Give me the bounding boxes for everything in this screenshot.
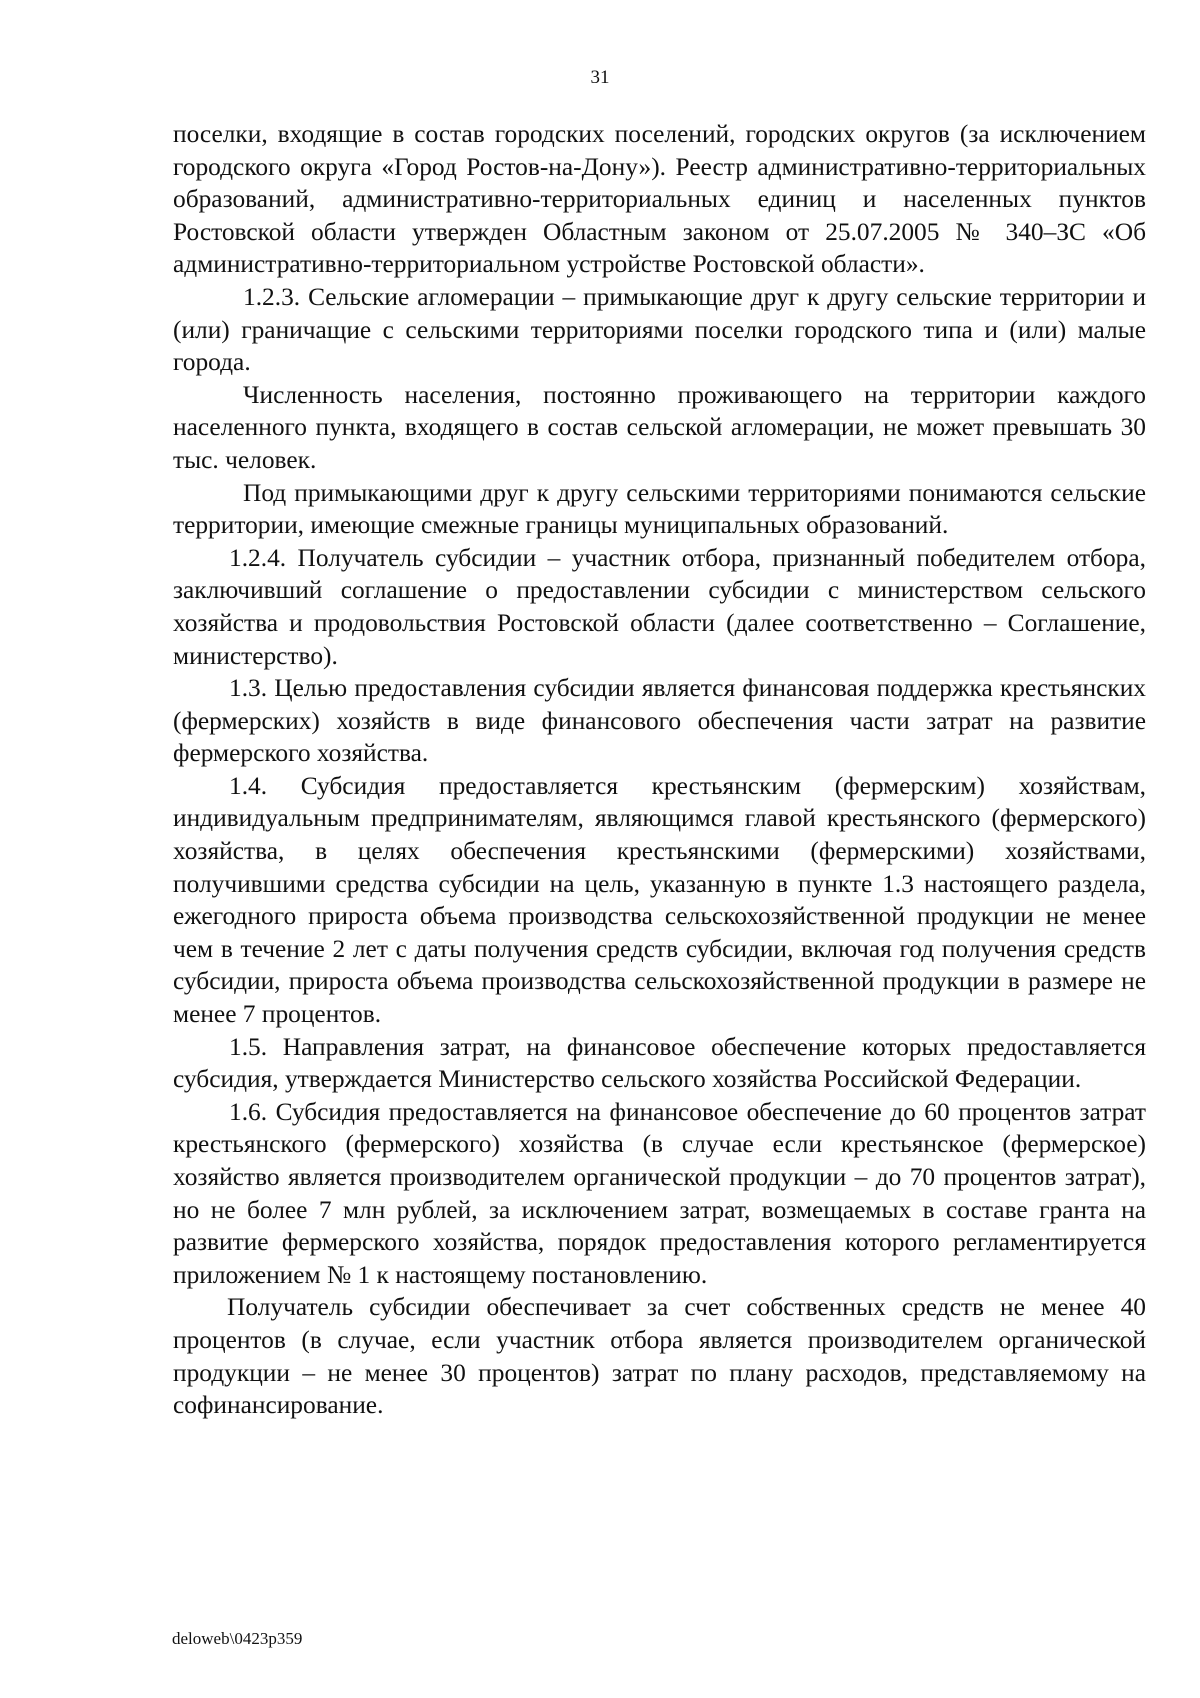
- footer-document-code: deloweb\0423p359: [172, 1629, 303, 1648]
- paragraph-adjacent-territories: Под примыкающими друг к другу сельскими территориями понимаются сельские территории, имеющие смежные границы муниципальных образований.: [173, 478, 1146, 540]
- page-number: 31: [590, 67, 610, 88]
- document-body: [173, 118, 1146, 1422]
- paragraph-1-5-cost-directions: 1.5. Направления затрат, на финансовое обеспечение которых предоставляется субсидия, утверждается Министерство сельского хозяйства Российской Федерации.: [173, 1032, 1146, 1094]
- paragraph-settlements-registry: поселки, входящие в состав городских поселений, городских округов (за исключением городского округа «Город Ростов-на-Дону»). Реестр административно-территориальных образований, административно-территориальных единиц и населенных пунктов Ростовской области утвержден Областным законом от 25.07.2005 № 340–ЗС «Об административно-территориальном устройстве Ростовской области».: [173, 120, 1146, 279]
- paragraph-population-limit: Численность населения, постоянно проживающего на территории каждого населенного пункта, входящего в состав сельской агломерации, не может превышать 30 тыс. человек.: [173, 380, 1146, 474]
- paragraph-1-4-subsidy-provision: 1.4. Субсидия предоставляется крестьянским (фермерским) хозяйствам, индивидуальным предпринимателям, являющимся главой крестьянского (фермерского) хозяйства, в целях обеспечения крестьянскими (фермерскими) хозяйствами, получившими средства субсидии на цель, указанную в пункте 1.3 настоящего раздела, ежегодного прироста объема производства сельскохозяйственной продукции не менее чем в течение 2 лет с даты получения средств субсидии, включая год получения средств субсидии, прироста объема производства сельскохозяйственной продукции в размере не менее 7 процентов.: [173, 771, 1146, 1029]
- paragraph-1-2-4-subsidy-recipient: 1.2.4. Получатель субсидии – участник отбора, признанный победителем отбора, заключивший соглашение о предоставлении субсидии с министерством сельского хозяйства и продовольствия Ростовской области (далее соответственно – Соглашение, министерство).: [173, 543, 1146, 670]
- paragraph-1-2-3-rural-agglomerations: 1.2.3. Сельские агломерации – примыкающие друг к другу сельские территории и (или) граничащие с сельскими территориями поселки городского типа и (или) малые города.: [173, 282, 1146, 377]
- paragraph-1-3-subsidy-purpose: 1.3. Целью предоставления субсидии является финансовая поддержка крестьянских (фермерских) хозяйств в виде финансового обеспечения части затрат на развитие фермерского хозяйства.: [173, 674, 1146, 768]
- paragraph-1-6-subsidy-share: 1.6. Субсидия предоставляется на финансовое обеспечение до 60 процентов затрат крестьянского (фермерского) хозяйства (в случае если крестьянское (фермерское) хозяйство является производителем органической продукции – до 70 процентов затрат), но не более 7 млн рублей, за исключением затрат, возмещаемых в составе гранта на развитие фермерского хозяйства, порядок предоставления которого регламентируется приложением № 1 к настоящему постановлению.: [173, 1097, 1146, 1289]
- paragraph-own-funds-share: Получатель субсидии обеспечивает за счет собственных средств не менее 40 процентов (в случае, если участник отбора является производителем органической продукции – не менее 30 процентов) затрат по плану расходов, представляемому на софинансирование.: [173, 1293, 1146, 1420]
